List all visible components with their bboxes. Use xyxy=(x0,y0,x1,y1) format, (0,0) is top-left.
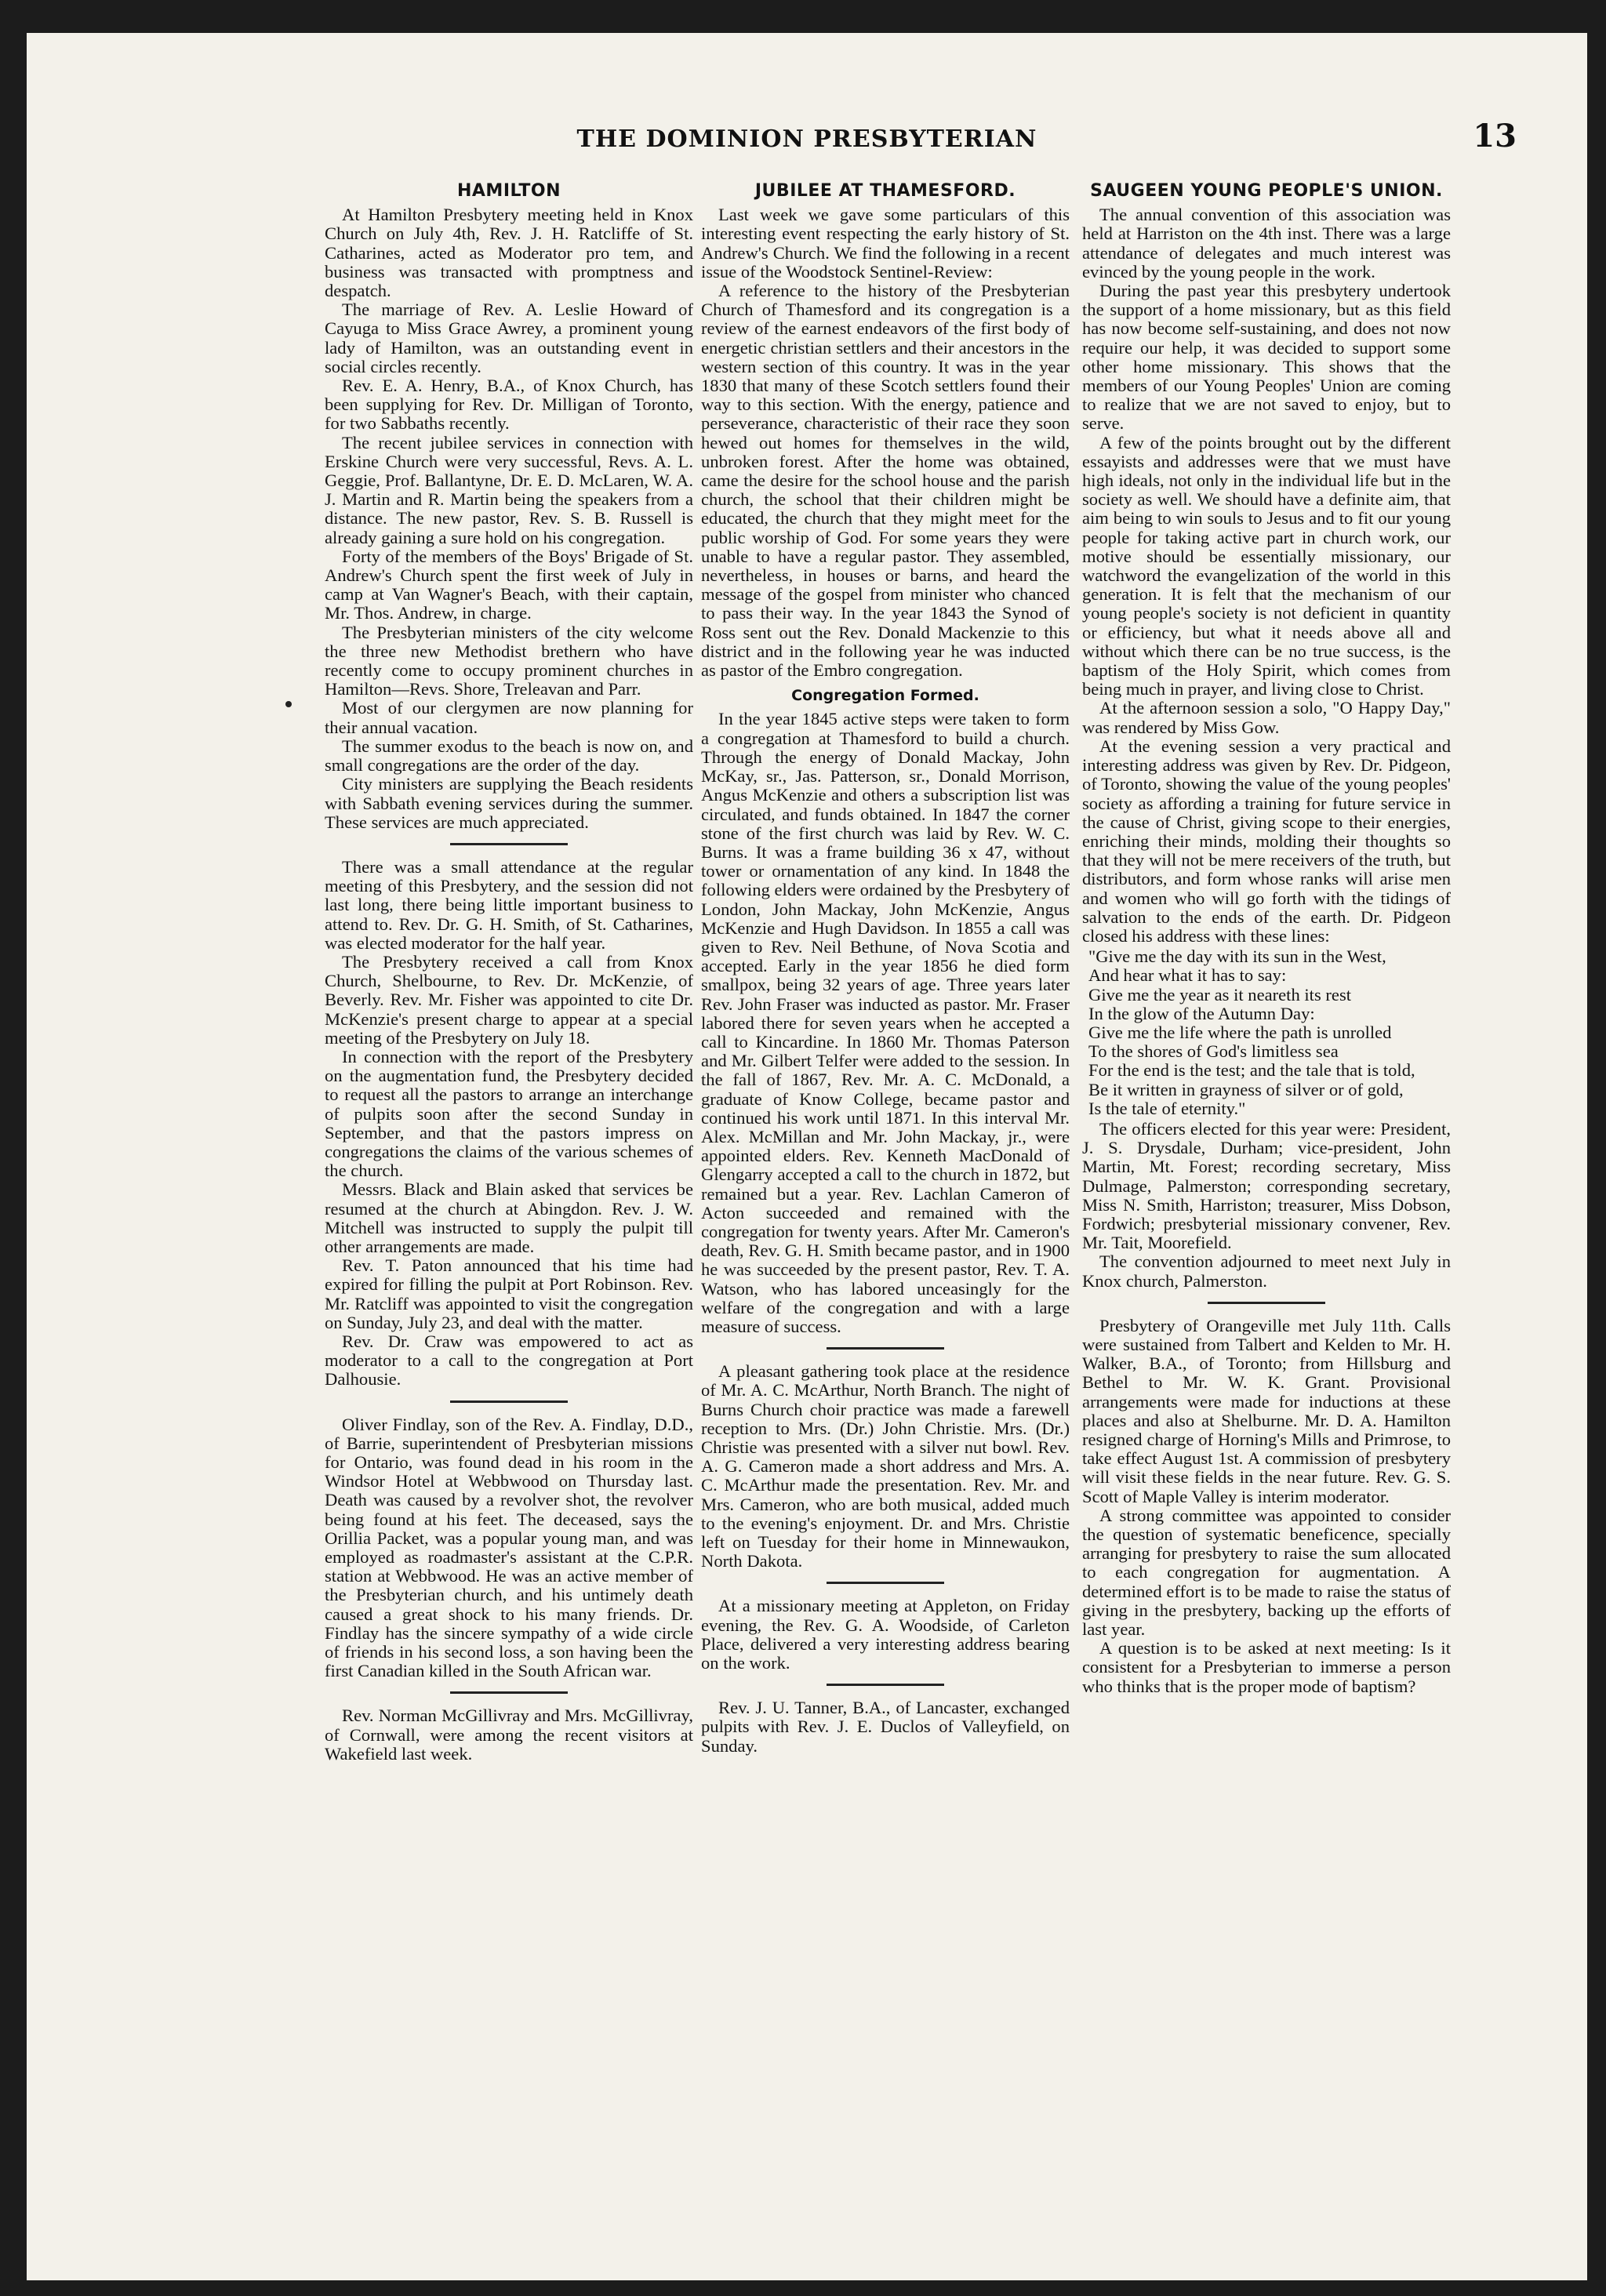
article-body xyxy=(325,205,693,832)
paragraph: There was a small attendance at the regular meeting of this Presbytery, and the session did not last long, there being little important business to attend to. Rev. Dr. G. H. Smith, of St. Catharines, was elected moderator for the half year. xyxy=(325,856,693,953)
paragraph: At the evening session a very practical and interesting address was given by Rev. Dr. Pidgeon, of Toronto, showing the value of the young peoples' society as affording a training for future service in the cause of Christ, giving scope to their energies, enriching their minds, molding their thoughts so that they will not be mere receivers of the truth, but distributors, and form whose ranks will arise men and women who will go forth with the tidings of salvation to the ends of the earth. Dr. Pidgeon closed his address with these lines: xyxy=(1082,736,1451,946)
masthead: THE DOMINION PRESBYTERIAN xyxy=(576,125,1037,153)
paragraph: In connection with the report of the Presbytery on the augmentation fund, the Presbytery decided to request all the pastors to arrange an interchange of pulpits soon after the second Sunday in September, and that the pastors impress on congregations the claims of the various schemes of the church. xyxy=(325,1046,693,1181)
ink-speck xyxy=(285,701,292,707)
paragraph: Rev. J. U. Tanner, B.A., of Lancaster, exchanged pulpits with Rev. J. E. Duclos of Valleyfield, on Sunday. xyxy=(701,1698,1070,1756)
paragraph: The officers elected for this year were: President, J. S. Drysdale, Durham; vice-president, John Martin, Mt. Forest; recording secretary, Miss Dulmage, Palmerston; corresponding secretary, Miss N. Smith, Harriston; treasurer, Miss Dobson, Fordwich; presbyterial missionary convener, Rev. Mr. Tait, Moorefield. xyxy=(1082,1118,1451,1253)
paragraph: To the shores of God's limitless sea xyxy=(1088,1041,1339,1062)
paragraph: At a missionary meeting at Appleton, on Friday evening, the Rev. G. A. Woodside, of Carleton Place, delivered a very interesting address bearing on the work. xyxy=(701,1596,1070,1673)
paragraph: For the end is the test; and the tale that is told, xyxy=(1088,1060,1415,1081)
paragraph: The Presbyterian ministers of the city welcome the three new Methodist brethern who have recently come to occupy prominent churches in Hamilton—Revs. Shore, Treleavan and Parr. xyxy=(325,622,693,699)
paragraph: In the glow of the Autumn Day: xyxy=(1088,1003,1315,1023)
paragraph: The summer exodus to the beach is now on, and small congregations are the order of the day. xyxy=(325,736,693,776)
divider xyxy=(450,1691,568,1694)
paragraph: At Hamilton Presbytery meeting held in Knox Church on July 4th, Rev. J. H. Ratcliffe of St. Catharines, acted as Moderator pro tem, and business was transacted with promptness and despatch. xyxy=(325,205,693,301)
paragraph: During the past year this presbytery undertook the support of a home missionary, but as this field has now become self-sustaining, and does not now require our help, it was decided to support some other home missionary. This shows that the members of our Young Peoples' Union are coming to realize that we are not saved to enjoy, but to serve. xyxy=(1082,281,1451,434)
article-body xyxy=(701,710,1070,1336)
poem xyxy=(1082,947,1451,1118)
article-heading: HAMILTON xyxy=(456,182,561,201)
column-saugeen xyxy=(1082,182,1451,2252)
article-body xyxy=(1082,1120,1451,1291)
divider xyxy=(1208,1302,1325,1304)
paragraph: "Give me the day with its sun in the West, xyxy=(1088,946,1386,967)
paragraph: Most of our clergymen are now planning for their annual vacation. xyxy=(325,698,693,737)
page-number: 13 xyxy=(1473,118,1517,154)
paragraph: A reference to the history of the Presbyterian Church of Thamesford and its congregation is a review of the earnest endeavors of the first body of energetic christian settlers and their ancestors in the western section of this country. It was in the year 1830 that many of these Scotch settlers found their way to this section. With the energy, patience and perseverance, characteristic of their race they soon hewed out homes for themselves in the wild, unbroken forest. After the home was obtained, came the desire for the school house and the parish church, the school that their children might be educated, the church that they might meet for the public worship of God. For some years they were unable to have a regular pastor. They assembled, nevertheless, in houses or barns, and heard the message of the gospel from minister who chanced to pass their way. In the year 1843 the Synod of Ross sent out the Rev. Donald Mackenzie to this district and in the following year he was inducted as pastor of the Embro congregation. xyxy=(701,281,1070,681)
paragraph: Rev. T. Paton announced that his time had expired for filling the pulpit at Port Robinson. Rev. Mr. Ratcliff was appointed to visit the congregation on Sunday, July 23, and deal with the matter. xyxy=(325,1255,693,1332)
article-body xyxy=(1082,1317,1451,1696)
article-body xyxy=(701,1597,1070,1673)
divider xyxy=(827,1347,944,1350)
paragraph: Is the tale of eternity." xyxy=(1088,1098,1246,1118)
article-heading: SAUGEEN YOUNG PEOPLE'S UNION. xyxy=(1090,182,1443,201)
article-subheading: Congregation Formed. xyxy=(791,687,979,705)
paragraph: Rev. Norman McGillivray and Mrs. McGillivray, of Cornwall, were among the recent visitors at Wakefield last week. xyxy=(325,1706,693,1764)
article-heading: JUBILEE AT THAMESFORD. xyxy=(754,182,1016,201)
paragraph: Rev. E. A. Henry, B.A., of Knox Church, has been supplying for Rev. Dr. Milligan of Toronto, for two Sabbaths recently. xyxy=(325,376,693,434)
article-body xyxy=(701,205,1070,680)
paragraph: A few of the points brought out by the different essayists and addresses were that we must have high ideals, not only in the individual life but in the society as well. We should have a definite aim, that aim being to win souls to Jesus and to fit our young people for taking active part in church work, our motive should be essentially missionary, our watchword the evangelization of the world in this generation. It is felt that the mechanism of our young people's society is not deficient in quantity or efficiency, but what it needs above all and without which there can be no true success, is the baptism of the Holy Spirit, which comes from being much in prayer, and living close to Christ. xyxy=(1082,432,1451,699)
divider xyxy=(827,1582,944,1584)
paragraph: Presbytery of Orangeville met July 11th. Calls were sustained from Talbert and Kelden to Mr. H. Walker, B.A., of Toronto; from Hillsburg and Bethel to Mr. W. K. Grant. Provisional arrangements were made for inductions at these places and also at Shelburne. Mr. D. A. Hamilton resigned charge of Horning's Mills and Primrose, to take effect August 1st. A commission of presbytery will visit these fields in the near future. Rev. G. S. Scott of Maple Valley is interim moderator. xyxy=(1082,1315,1451,1506)
paragraph: At the afternoon session a solo, "O Happy Day," was rendered by Miss Gow. xyxy=(1082,698,1451,737)
paragraph: Be it written in grayness of silver or of gold, xyxy=(1088,1079,1404,1099)
paragraph: The recent jubilee services in connection with Erskine Church were very successful, Revs. A. L. Geggie, Prof. Ballantyne, Dr. E. D. McLaren, W. A. J. Martin and R. Martin being the speakers from a distance. The new pastor, Rev. S. B. Russell is already gaining a sure hold on his congregation. xyxy=(325,432,693,547)
paragraph: The annual convention of this association was held at Harriston on the 4th inst. There was a large attendance of delegates and much interest was evinced by the young people in the work. xyxy=(1082,205,1451,282)
paragraph: Oliver Findlay, son of the Rev. A. Findlay, D.D., of Barrie, superintendent of Presbyterian missions for Ontario, was found dead in his room in the Windsor Hotel at Webbwood on Thursday last. Death was caused by a revolver shot, the revolver being found at his feet. The deceased, says the Orillia Packet, was a popular young man, and was employed as roadmaster's assistant at the C.P.R. station at Webbwood. He was an active member of the Presbyterian church, and his untimely death caused a great shock to his many friends. Dr. Findlay has the sincere sympathy of a wide circle of friends in his second loss, a son having been the first Canadian killed in the South African war. xyxy=(325,1414,693,1681)
newspaper-page xyxy=(27,33,1587,2280)
paragraph: The Presbytery received a call from Knox Church, Shelbourne, to Rev. Dr. McKenzie, of Beverly. Rev. Mr. Fisher was appointed to cite Dr. McKenzie's present charge to appear at a special meeting of the Presbytery on July 18. xyxy=(325,951,693,1048)
article-body xyxy=(1082,205,1451,946)
column-hamilton xyxy=(325,182,693,2252)
divider xyxy=(827,1684,944,1686)
paragraph: The marriage of Rev. A. Leslie Howard of Cayuga to Miss Grace Awrey, a prominent young lady of Hamilton, was an outstanding event in social circles recently. xyxy=(325,300,693,376)
paragraph: City ministers are supplying the Beach residents with Sabbath evening services during the summer. These services are much appreciated. xyxy=(325,774,693,832)
column-thamesford xyxy=(701,182,1070,2252)
divider xyxy=(450,1400,568,1403)
paragraph: Last week we gave some particulars of this interesting event respecting the early history of St. Andrew's Church. We find the following in a recent issue of the Woodstock Sentinel-Review: xyxy=(701,205,1070,282)
article-body xyxy=(701,1362,1070,1571)
article-body xyxy=(325,1706,693,1764)
paragraph: Rev. Dr. Craw was empowered to act as moderator to a call to the congregation at Port Dalhousie. xyxy=(325,1331,693,1390)
paragraph: In the year 1845 active steps were taken to form a congregation at Thamesford to build a church. Through the energy of Donald Mackay, John McKay, sr., Jas. Patterson, sr., Donald Morrison, Angus McKenzie and others a subscription list was circulated, and funds obtained. In 1847 the corner stone of the first church was laid by Rev. W. C. Burns. It was a frame building 36 x 47, without tower or ornamentation of any kind. In 1848 the following elders were ordained by the Presbytery of London, John Mackay, John McKenzie, Angus McKenzie and Hugh Davidson. In 1855 a call was given to Rev. Neil Bethune, of Nova Scotia and accepted. Early in the year 1856 he died form smallpox, being 32 years of age. Three years later Rev. John Fraser was inducted as pastor. Mr. Fraser labored there for seven years when he accepted a call to Kincardine. In 1860 Mr. Thomas Paterson and Mr. Gilbert Telfer were added to the session. In the fall of 1867, Rev. Mr. A. C. McDonald, a graduate of Know College, became pastor and continued his work until 1871. In this interval Mr. Alex. McMillan and Mr. John Mackay, jr., were appointed elders. Rev. Kenneth MacDonald of Glengarry accepted a call to the church in 1872, but remained but a year. Rev. Lachlan Cameron of Acton succeeded and remained with the congregation for twenty years. After Mr. Cameron's death, Rev. G. H. Smith became pastor, and in 1900 he was succeeded by the present pastor, Rev. T. A. Watson, who has labored unceasingly for the welfare of the congregation and with a large measure of success. xyxy=(701,709,1070,1336)
paragraph: The convention adjourned to meet next July in Knox church, Palmerston. xyxy=(1082,1252,1451,1291)
paragraph: Give me the year as it neareth its rest xyxy=(1088,984,1352,1004)
paragraph: Give me the life where the path is unrolled xyxy=(1088,1022,1392,1042)
paragraph: A strong committee was appointed to consider the question of systematic beneficence, specially arranging for presbytery to raise the sum allocated to each congregation for augmentation. A determined effort is to be made to raise the status of giving in the presbytery, backing up the efforts of last year. xyxy=(1082,1505,1451,1640)
divider xyxy=(450,843,568,845)
paragraph: A pleasant gathering took place at the residence of Mr. A. C. McArthur, North Branch. The night of Burns Church choir practice was made a farewell reception to Mrs. (Dr.) John Christie. Mrs. (Dr.) Christie was presented with a silver nut bowl. Rev. A. G. Cameron made a short address and Mrs. A. C. McArthur made the presentation. Rev. Mr. and Mrs. Cameron, who are both musical, added much to the evening's enjoyment. Dr. and Mrs. Christie left on Tuesday for their home in Minnewaukon, North Dakota. xyxy=(701,1361,1070,1571)
article-body xyxy=(325,1415,693,1681)
paragraph: A question is to be asked at next meeting: Is it consistent for a Presbyterian to immerse a person who thinks that is the proper mode of baptism? xyxy=(1082,1638,1451,1696)
paragraph: Forty of the members of the Boys' Brigade of St. Andrew's Church spent the first week of July in camp at Van Wagner's Beach, with their captain, Mr. Thos. Andrew, in charge. xyxy=(325,546,693,623)
article-body xyxy=(325,858,693,1390)
paragraph: Messrs. Black and Blain asked that services be resumed at the church at Abingdon. Rev. J. W. Mitchell was instructed to supply the pulpit till other arrangements are made. xyxy=(325,1179,693,1256)
article-body xyxy=(701,1698,1070,1756)
paragraph: And hear what it has to say: xyxy=(1088,965,1287,986)
